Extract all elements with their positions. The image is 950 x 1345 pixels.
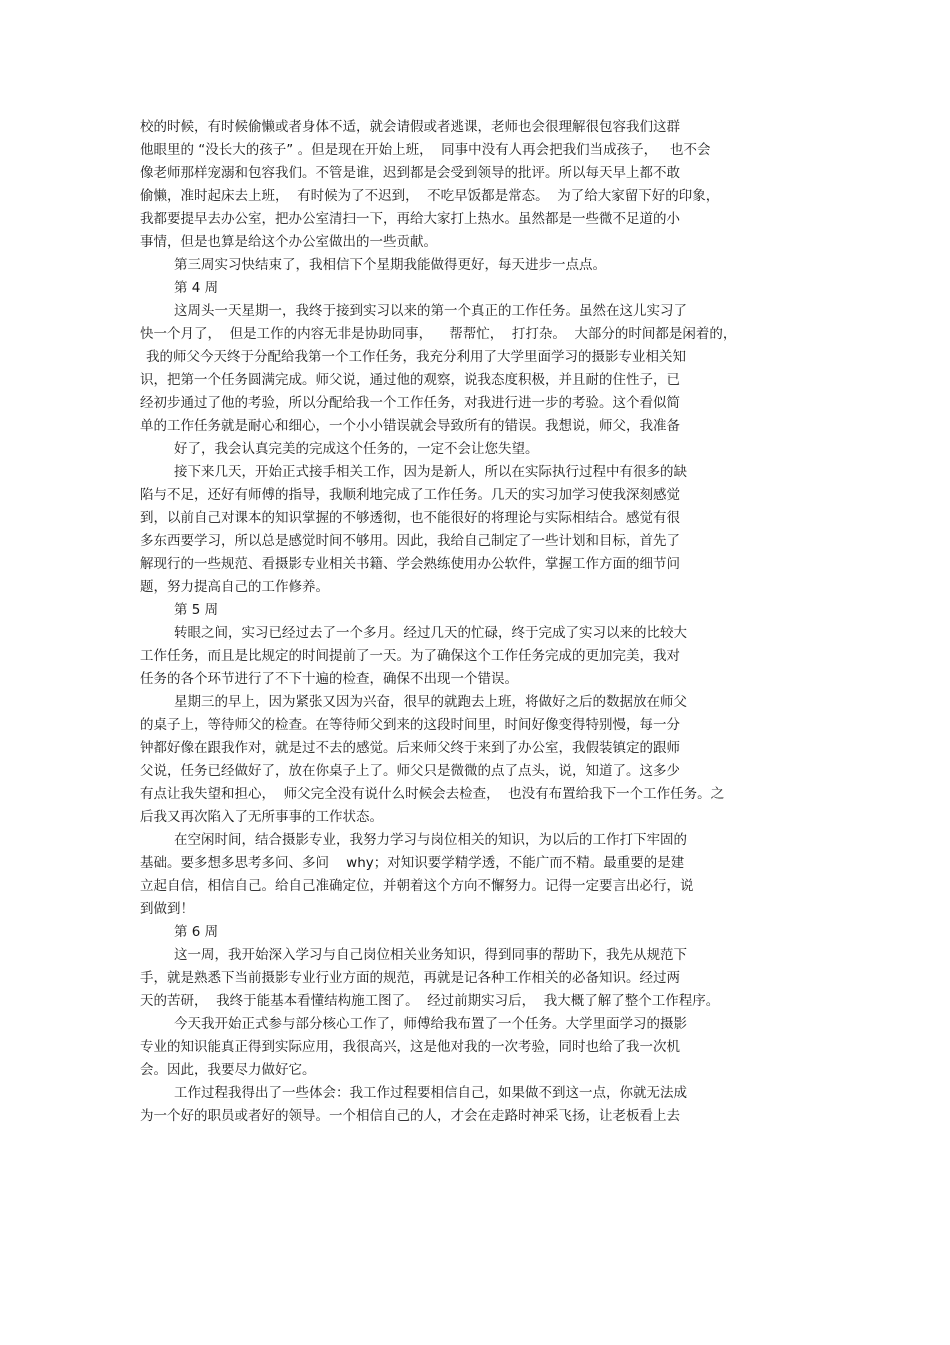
- text-line: 经初步通过了他的考验，所以分配给我一个工作任务，对我进行进一步的考验。这个看似简: [140, 395, 680, 411]
- text-line: 我都要提早去办公室，把办公室清扫一下，再给大家打上热水。虽然都是一些微不足道的小: [140, 211, 680, 227]
- text-line: 到做到！: [140, 901, 194, 917]
- text-line: 他眼里的 “没长大的孩子” 。但是现在开始上班， 同事中没有人再会把我们当成孩子， 也不会: [140, 142, 711, 158]
- text-line: 单的工作任务就是耐心和细心，一个小小错误就会导致所有的错误。我想说，师父，我准备: [140, 418, 680, 434]
- text-line: 这一周，我开始深入学习与自己岗位相关业务知识，得到同事的帮助下，我先从规范下: [174, 947, 687, 963]
- text-line: 会。因此，我要尽力做好它。: [140, 1062, 316, 1078]
- text-line: 星期三的早上，因为紧张又因为兴奋，很早的就跑去上班，将做好之后的数据放在师父: [174, 694, 687, 710]
- text-line: 有点让我失望和担心， 师父完全没有说什么时候会去检查， 也没有布置给我下一个工作任务。之: [140, 786, 725, 802]
- text-line: 快一个月了， 但是工作的内容无非是协助同事， 帮帮忙， 打打杂。 大部分的时间都是闲着的，: [140, 326, 737, 342]
- section-heading: 第 5 周: [174, 602, 219, 618]
- text-line: 父说，任务已经做好了，放在你桌子上了。师父只是微微的点了点头，说，知道了。这多少: [140, 763, 680, 779]
- text-line: 偷懒，准时起床去上班， 有时候为了不迟到， 不吃早饭都是常态。 为了给大家留下好的印象，: [140, 188, 720, 204]
- section-heading: 第 6 周: [174, 924, 219, 940]
- text-line: 工作任务，而且是比规定的时间提前了一天。为了确保这个工作任务完成的更加完美，我对: [140, 648, 680, 664]
- text-line: 像老师那样宠溺和包容我们。不管是谁，迟到都是会受到领导的批评。所以每天早上都不敢: [140, 165, 680, 181]
- section-heading: 第 4 周: [174, 280, 219, 296]
- text-line: 事情，但是也算是给这个办公室做出的一些贡献。: [140, 234, 437, 250]
- text-line: 钟都好像在跟我作对，就是过不去的感觉。后来师父终于来到了办公室，我假装镇定的跟师: [140, 740, 680, 756]
- text-line: 识，把第一个任务圆满完成。师父说，通过他的观察，说我态度积极，并且耐的住性子，已: [140, 372, 680, 388]
- text-line: 题，努力提高自己的工作修养。: [140, 579, 329, 595]
- text-line: 解现行的一些规范、看摄影专业相关书籍、学会熟练使用办公软件，掌握工作方面的细节问: [140, 556, 680, 572]
- text-line: 第三周实习快结束了，我相信下个星期我能做得更好，每天进步一点点。: [174, 257, 606, 273]
- text-line: 天的苦研， 我终于能基本看懂结构施工图了。 经过前期实习后， 我大概了解了整个工作程序。: [140, 993, 720, 1009]
- text-line: 任务的各个环节进行了不下十遍的检查，确保不出现一个错误。: [140, 671, 518, 687]
- text-line: 多东西要学习，所以总是感觉时间不够用。因此，我给自己制定了一些计划和目标，首先了: [140, 533, 680, 549]
- text-line: 这周头一天星期一，我终于接到实习以来的第一个真正的工作任务。虽然在这儿实习了: [174, 303, 687, 319]
- text-line: 为一个好的职员或者好的领导。一个相信自己的人，才会在走路时神采飞扬，让老板看上去: [140, 1108, 680, 1124]
- text-line: 好了，我会认真完美的完成这个任务的，一定不会让您失望。: [174, 441, 539, 457]
- text-line: 的桌子上，等待师父的检查。在等待师父到来的这段时间里，时间好像变得特别慢，每一分: [140, 717, 680, 733]
- text-line: 专业的知识能真正得到实际应用，我很高兴，这是他对我的一次考验，同时也给了我一次机: [140, 1039, 680, 1055]
- text-line: 接下来几天，开始正式接手相关工作，因为是新人，所以在实际执行过程中有很多的缺: [174, 464, 687, 480]
- text-line: 今天我开始正式参与部分核心工作了，师傅给我布置了一个任务。大学里面学习的摄影: [174, 1016, 687, 1032]
- text-line: 在空闲时间，结合摄影专业，我努力学习与岗位相关的知识，为以后的工作打下牢固的: [174, 832, 687, 848]
- text-line: 到，以前自己对课本的知识掌握的不够透彻，也不能很好的将理论与实际相结合。感觉有很: [140, 510, 680, 526]
- text-line: 手，就是熟悉下当前摄影专业行业方面的规范，再就是记各种工作相关的必备知识。经过两: [140, 970, 680, 986]
- text-line: 我的师父今天终于分配给我第一个工作任务，我充分利用了大学里面学习的摄影专业相关知: [146, 349, 686, 365]
- text-line: 校的时候，有时候偷懒或者身体不适，就会请假或者逃课，老师也会很理解很包容我们这群: [140, 119, 680, 135]
- text-line: 转眼之间，实习已经过去了一个多月。经过几天的忙碌，终于完成了实习以来的比较大: [174, 625, 687, 641]
- text-line: 陷与不足，还好有师傅的指导，我顺利地完成了工作任务。几天的实习加学习使我深刻感觉: [140, 487, 680, 503]
- text-line: 后我又再次陷入了无所事事的工作状态。: [140, 809, 383, 825]
- text-line: 立起自信，相信自己。给自己准确定位，并朝着这个方向不懈努力。记得一定要言出必行，说: [140, 878, 694, 894]
- text-line: 工作过程我得出了一些体会：我工作过程要相信自己，如果做不到这一点，你就无法成: [174, 1085, 687, 1101]
- text-line: 基础。要多想多思考多问、多问 why；对知识要学精学透，不能广而不精。最重要的是建: [140, 855, 685, 871]
